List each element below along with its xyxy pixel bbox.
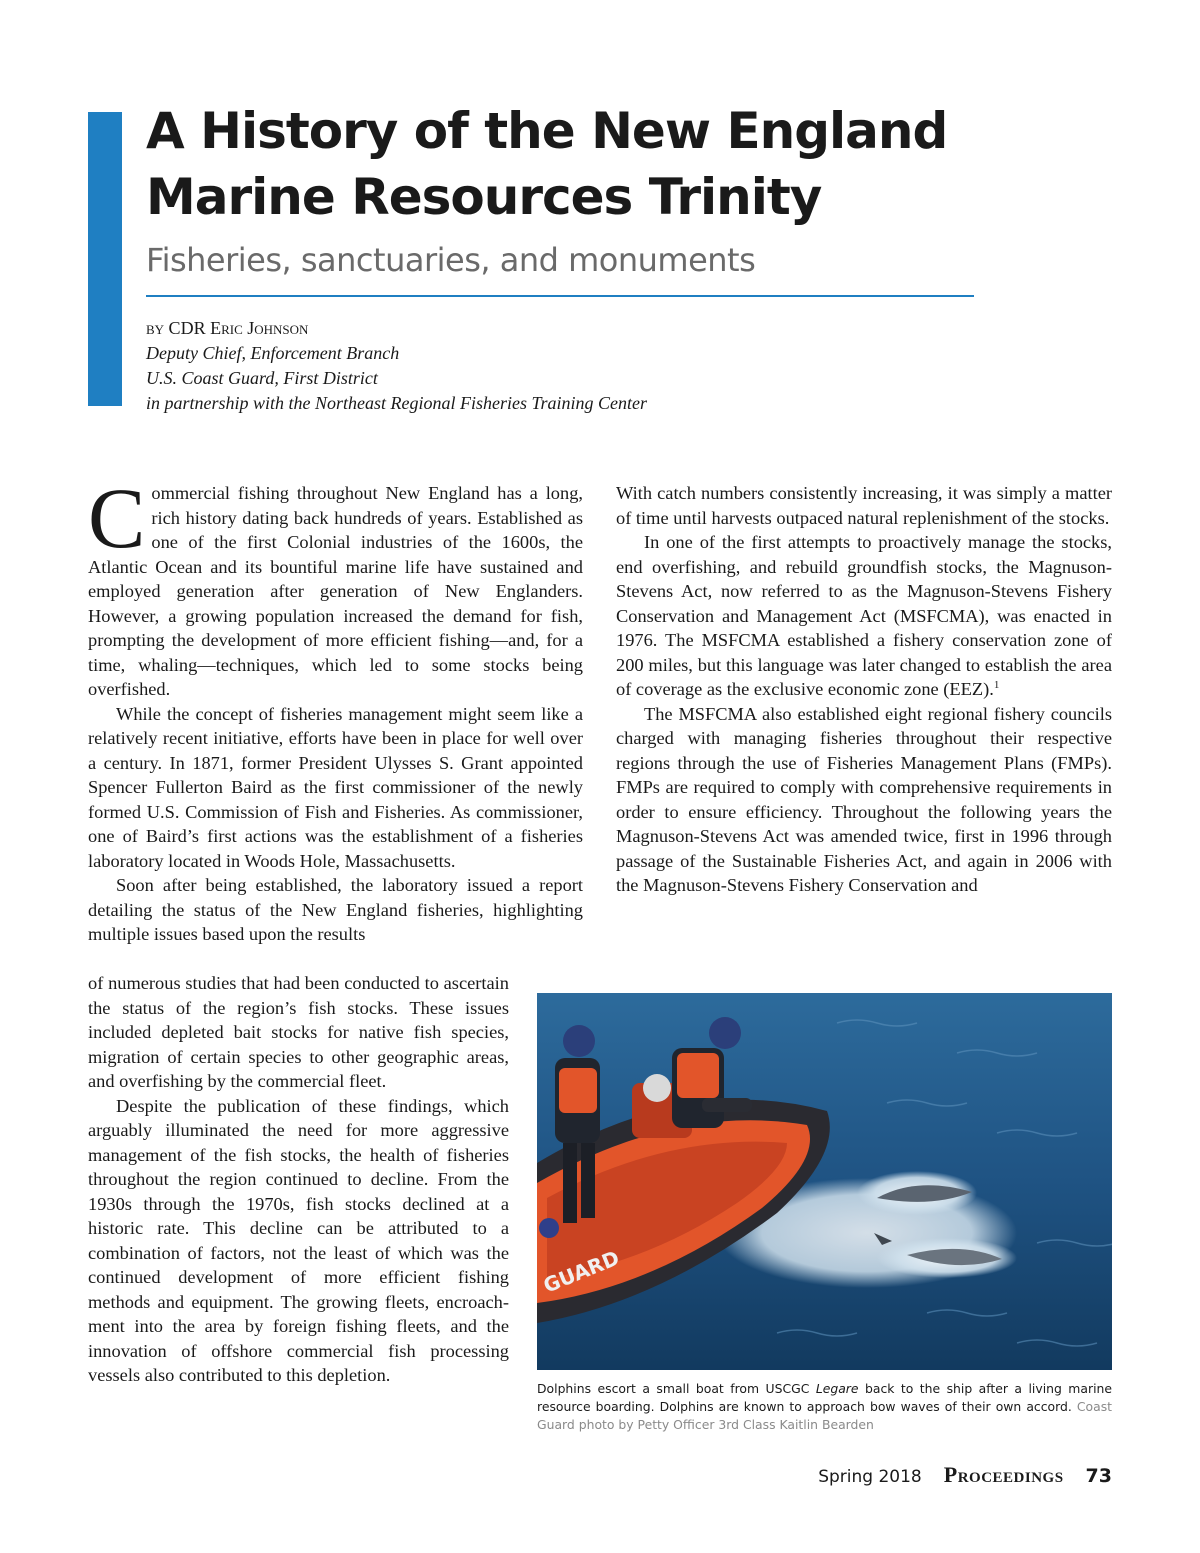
publication-name: Proceedings bbox=[943, 1462, 1064, 1487]
hull-lettering: GUARD bbox=[539, 1245, 623, 1298]
body-paragraph: With catch numbers consistently increasing, it was simply a matter of time until harvests outpaced natural replenishment of the stocks. bbox=[616, 483, 1112, 528]
body-paragraph: Soon after being established, the laboratory issued a report detailing the status of the New England fisheries, highlighting multiple issues based upon the results bbox=[88, 875, 583, 944]
body-paragraph: While the concept of fisheries management might seem like a relatively recent initiative, efforts have been in place for well over a century. In 1871, former President Ulysses S. Grant appointed Spencer Fullerton Baird as the first commissioner of the newly formed U.S. Commission of Fish and Fisheries. As commissioner, one of Baird’s first actions was the establishment of a fisheries laboratory located in Woods Hole, Massachusetts. bbox=[88, 703, 583, 871]
issue-season: Spring 2018 bbox=[818, 1467, 922, 1487]
byline-author: by CDR Eric Johnson bbox=[146, 318, 309, 338]
boat-fender bbox=[539, 1218, 559, 1238]
page-number: 73 bbox=[1085, 1465, 1112, 1487]
body-paragraph-continued: of numerous studies that had been conducted to ascertain the status of the region’s fish stocks. These issues included depleted bait stocks for native fish species, migration of certain species to other geographic areas, and overfishing by the commercial fleet. bbox=[88, 973, 509, 1091]
caption-ship-name: Legare bbox=[815, 1381, 859, 1396]
caption-text: Dolphins escort a small boat from USCGC bbox=[537, 1381, 816, 1396]
byline-organization: U.S. Coast Guard, First District bbox=[146, 368, 378, 388]
right-column bbox=[616, 481, 1112, 898]
title-accent-bar bbox=[88, 112, 122, 406]
body-paragraph: The MSFCMA also established eight regional fishery councils charged with managing fisheries throughout their respective regions through the use of Fisheries Management Plans (FMPs). FMPs are required to comply with comprehensive requirements in order to ensure efficiency. Throughout the following years the Magnuson-Stevens Act was amended twice, first in 1996 through passage of the Sustainable Fisheries Act, and again in 2006 with the Magnuson-Stevens Fishery Conservation and bbox=[616, 703, 1112, 895]
article-title-line-2: Marine Resources Trinity bbox=[146, 168, 822, 226]
page-footer bbox=[818, 1462, 1112, 1488]
left-column-lower bbox=[88, 971, 509, 1388]
article-title-line-1: A History of the New England bbox=[146, 102, 948, 160]
left-column-upper bbox=[88, 470, 583, 947]
byline bbox=[146, 316, 647, 416]
helmet-icon bbox=[709, 1017, 741, 1049]
drop-cap: C bbox=[88, 470, 146, 566]
article-subtitle: Fisheries, sanctuaries, and monuments bbox=[146, 241, 756, 279]
title-divider bbox=[146, 295, 974, 297]
photo-caption bbox=[537, 1380, 1112, 1434]
body-paragraph: Despite the publication of these findings, which arguably illuminated the need for more aggressive management of the fish stocks, the health of fisheries throughout the region continued to decline. From the 1930s through the 1970s, fish stocks declined at a historic rate. This decline can be attributed to a combination of factors, not the least of which was the continued development of more efficient fishing methods and equipment. The growing fleets, encroachment into the area by foreign fishing fleets, and the innovation of offshore commercial fish processing vessels also contributed to this depletion. bbox=[88, 1095, 509, 1385]
boat-dolphins-photo bbox=[537, 993, 1112, 1370]
photo-illustration bbox=[537, 993, 1112, 1370]
body-paragraph-text: ommercial fishing throughout New England has a long, rich history dating back hundreds of years. Established as one of the first Colonial industries of the 1600s, the Atlantic Ocean and its bountiful marine life have sustained and employed generation after generation of New Englanders. However, a growing population increased the demand for fish, prompting the development of more efficient fishing—and, for a time, whaling—techniques, which led to some stocks being overfished. bbox=[88, 483, 583, 699]
body-paragraph-text: In one of the first attempts to proactively manage the stocks, end overfishing, and rebuild groundfish stocks, the Magnuson-Stevens Act, now referred to as the Magnuson-Stevens Fishery Conservation and Management Act (MSFCMA), was enacted in 1976. The MSFCMA established a fishery conservation zone of 200 miles, but this language was later changed to establish the area of coverage as the exclusive economic zone (EEZ). bbox=[616, 532, 1112, 699]
footnote-marker: 1 bbox=[993, 678, 1000, 691]
byline-partner: in partnership with the Northeast Regional Fisheries Training Center bbox=[146, 393, 648, 413]
helmet-icon bbox=[563, 1025, 595, 1057]
boat-equipment bbox=[643, 1074, 671, 1102]
caption-text: back to the ship after a living marine resource boarding. Dolphins are known to approach bow waves of their own accord. bbox=[537, 1381, 1112, 1414]
body-paragraph bbox=[88, 470, 583, 702]
byline-role: Deputy Chief, Enforcement Branch bbox=[146, 343, 400, 363]
body-paragraph bbox=[616, 530, 1112, 702]
photo-credit: Coast Guard photo by Petty Officer 3rd Class Kaitlin Bearden bbox=[537, 1399, 1113, 1432]
article-title bbox=[146, 98, 1046, 230]
